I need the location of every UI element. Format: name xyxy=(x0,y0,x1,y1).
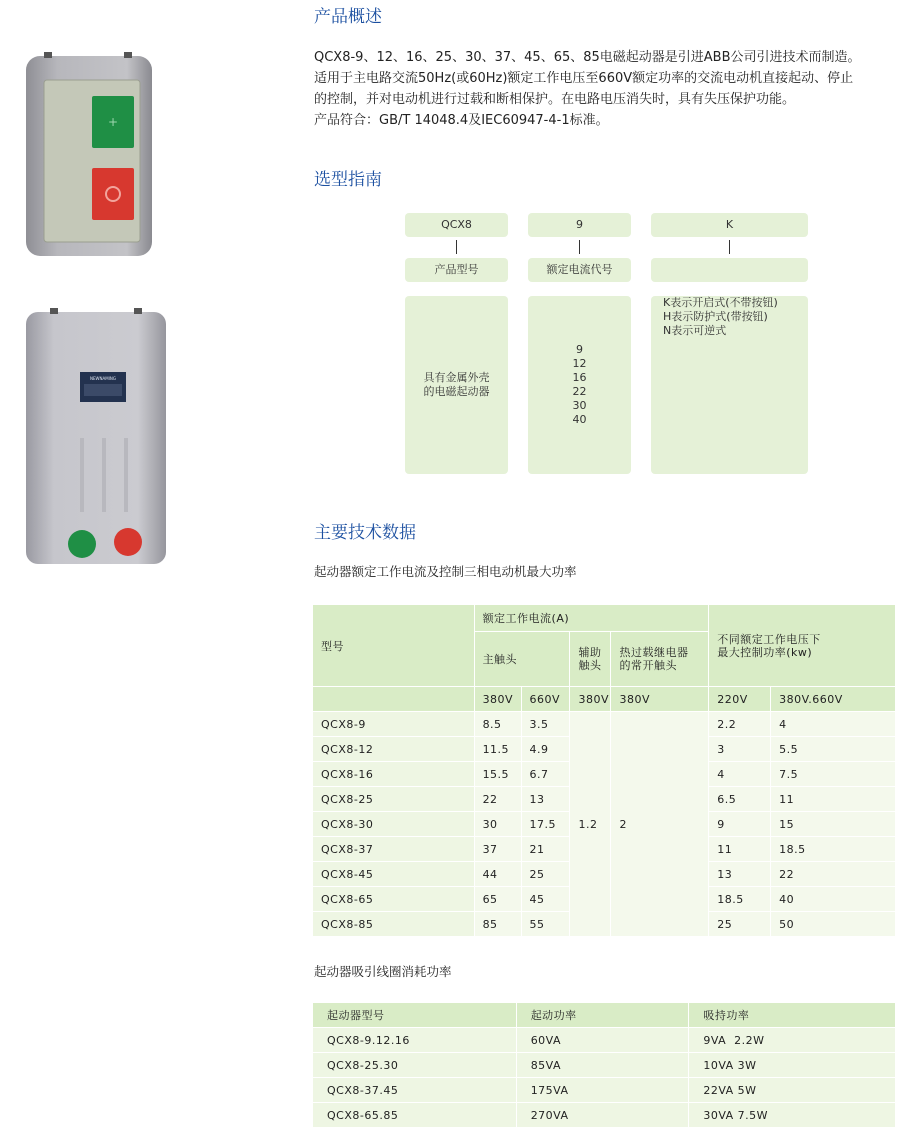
cell-current-380: 22 xyxy=(474,787,521,812)
cell-current-380: 8.5 xyxy=(474,712,521,737)
rated-current-table xyxy=(312,604,896,937)
code-box-type: K xyxy=(651,213,808,237)
table-row xyxy=(313,1103,896,1128)
cell-power-220: 2.2 xyxy=(709,712,771,737)
cell-power-220: 3 xyxy=(709,737,771,762)
product-photo-2 xyxy=(24,308,170,566)
header-power: 不同额定工作电压下 最大控制功率(kw) xyxy=(709,605,896,687)
cell-power-220: 11 xyxy=(709,837,771,862)
tech-title: 主要技术数据 xyxy=(314,523,416,543)
header-model: 型号 xyxy=(313,605,475,687)
cell-model: QCX8-45 xyxy=(313,862,475,887)
coil-cell-model: QCX8-65.85 xyxy=(313,1103,517,1128)
desc-line: 12 xyxy=(572,357,587,370)
cell-overload-contact: 2 xyxy=(611,712,709,937)
cell-model: QCX8-12 xyxy=(313,737,475,762)
cell-power-380-660: 40 xyxy=(771,887,896,912)
cell-current-660: 25 xyxy=(521,862,570,887)
red-stop-button xyxy=(92,168,134,220)
cell-power-220: 13 xyxy=(709,862,771,887)
desc-line: N表示可逆式 xyxy=(663,324,727,337)
svg-text:+: + xyxy=(107,115,119,129)
label-box-current: 额定电流代号 xyxy=(528,258,631,282)
cell-model: QCX8-25 xyxy=(313,787,475,812)
coil-cell-start: 175VA xyxy=(516,1078,689,1103)
product-photo-1 xyxy=(24,52,154,258)
cell-power-380-660: 15 xyxy=(771,812,896,837)
coil-header-hold: 吸持功率 xyxy=(689,1003,896,1028)
cell-model: QCX8-16 xyxy=(313,762,475,787)
table-row xyxy=(313,1028,896,1053)
coil-header-start: 起动功率 xyxy=(516,1003,689,1028)
desc-line: H表示防护式(带按钮) xyxy=(663,310,768,323)
desc-line: 的电磁起动器 xyxy=(423,385,490,398)
cell-current-380: 15.5 xyxy=(474,762,521,787)
cell-current-660: 55 xyxy=(521,912,570,937)
coil-cell-start: 60VA xyxy=(516,1028,689,1053)
cell-current-660: 45 xyxy=(521,887,570,912)
desc-line: K表示开启式(不带按钮) xyxy=(663,296,778,309)
header-voltage: 380V xyxy=(474,687,521,712)
cell-current-380: 11.5 xyxy=(474,737,521,762)
coil-cell-start: 85VA xyxy=(516,1053,689,1078)
header-voltage: 380V.660V xyxy=(771,687,896,712)
table1-caption: 起动器额定工作电流及控制三相电动机最大功率 xyxy=(314,564,577,579)
coil-cell-hold: 22VA 5W xyxy=(689,1078,896,1103)
desc-box-model xyxy=(405,296,508,474)
header-voltage: 220V xyxy=(709,687,771,712)
overview-line: 适用于主电路交流50Hz(或60Hz)额定工作电压至660V额定功率的交流电动机直接起动、停止 xyxy=(314,71,854,86)
coil-header-model: 起动器型号 xyxy=(313,1003,517,1028)
coil-cell-model: QCX8-37.45 xyxy=(313,1078,517,1103)
header-overload: 热过载继电器 的常开触头 xyxy=(611,632,709,687)
cell-power-380-660: 50 xyxy=(771,912,896,937)
table-row xyxy=(313,1078,896,1103)
overview-title: 产品概述 xyxy=(314,7,382,27)
cell-power-220: 4 xyxy=(709,762,771,787)
coil-power-table xyxy=(312,1002,896,1128)
cell-model: QCX8-30 xyxy=(313,812,475,837)
cell-power-380-660: 5.5 xyxy=(771,737,896,762)
cell-power-220: 18.5 xyxy=(709,887,771,912)
cell-model: QCX8-37 xyxy=(313,837,475,862)
cell-power-220: 6.5 xyxy=(709,787,771,812)
table-row xyxy=(313,712,896,737)
cell-current-380: 44 xyxy=(474,862,521,887)
coil-cell-hold: 10VA 3W xyxy=(689,1053,896,1078)
header-blank xyxy=(313,687,475,712)
coil-cell-model: QCX8-9.12.16 xyxy=(313,1028,517,1053)
connector-line xyxy=(579,240,580,254)
header-rated-current: 额定工作电流(A) xyxy=(474,605,709,632)
cell-power-380-660: 4 xyxy=(771,712,896,737)
desc-line: 9 xyxy=(576,343,583,356)
overview-line: 产品符合：GB/T 14048.4及IEC60947-4-1标准。 xyxy=(314,113,609,128)
cell-current-660: 17.5 xyxy=(521,812,570,837)
cell-current-660: 6.7 xyxy=(521,762,570,787)
desc-box-type xyxy=(651,296,808,474)
coil-cell-hold: 30VA 7.5W xyxy=(689,1103,896,1128)
desc-line: 22 xyxy=(572,385,587,398)
cell-power-220: 9 xyxy=(709,812,771,837)
coil-cell-hold: 9VA 2.2W xyxy=(689,1028,896,1053)
desc-line: 40 xyxy=(572,413,587,426)
cell-current-380: 85 xyxy=(474,912,521,937)
code-box-current: 9 xyxy=(528,213,631,237)
cell-current-660: 21 xyxy=(521,837,570,862)
header-main-contact: 主触头 xyxy=(474,632,570,687)
cell-current-380: 37 xyxy=(474,837,521,862)
cell-current-660: 13 xyxy=(521,787,570,812)
cell-current-660: 4.9 xyxy=(521,737,570,762)
header-voltage: 660V xyxy=(521,687,570,712)
header-aux-contact: 辅助 触头 xyxy=(570,632,611,687)
label-box-type xyxy=(651,258,808,282)
cell-model: QCX8-85 xyxy=(313,912,475,937)
cell-power-380-660: 11 xyxy=(771,787,896,812)
coil-cell-model: QCX8-25.30 xyxy=(313,1053,517,1078)
connector-line xyxy=(456,240,457,254)
selection-title: 选型指南 xyxy=(314,170,382,190)
cell-current-380: 65 xyxy=(474,887,521,912)
cell-model: QCX8-65 xyxy=(313,887,475,912)
header-voltage: 380V xyxy=(611,687,709,712)
overview-line: 的控制，并对电动机进行过载和断相保护。在电路电压消失时，具有失压保护功能。 xyxy=(314,92,796,107)
cell-aux-contact: 1.2 xyxy=(570,712,611,937)
label-box-model: 产品型号 xyxy=(405,258,508,282)
connector-line xyxy=(729,240,730,254)
desc-line: 30 xyxy=(572,399,587,412)
desc-line: 16 xyxy=(572,371,587,384)
overview-text xyxy=(314,47,914,131)
code-box-model: QCX8 xyxy=(405,213,508,237)
cell-model: QCX8-9 xyxy=(313,712,475,737)
svg-text:NEWNAMING: NEWNAMING xyxy=(90,376,116,381)
cell-power-220: 25 xyxy=(709,912,771,937)
header-voltage: 380V xyxy=(570,687,611,712)
cell-power-380-660: 7.5 xyxy=(771,762,896,787)
cell-current-660: 3.5 xyxy=(521,712,570,737)
cell-power-380-660: 22 xyxy=(771,862,896,887)
table2-caption: 起动器吸引线圈消耗功率 xyxy=(314,964,452,979)
cell-current-380: 30 xyxy=(474,812,521,837)
overview-line: QCX8-9、12、16、25、30、37、45、65、85电磁起动器是引进ABB公司引进技术而制造。 xyxy=(314,50,861,65)
cell-power-380-660: 18.5 xyxy=(771,837,896,862)
desc-box-current xyxy=(528,296,631,474)
desc-line: 具有金属外壳 xyxy=(423,371,490,384)
table-row xyxy=(313,1053,896,1078)
coil-cell-start: 270VA xyxy=(516,1103,689,1128)
